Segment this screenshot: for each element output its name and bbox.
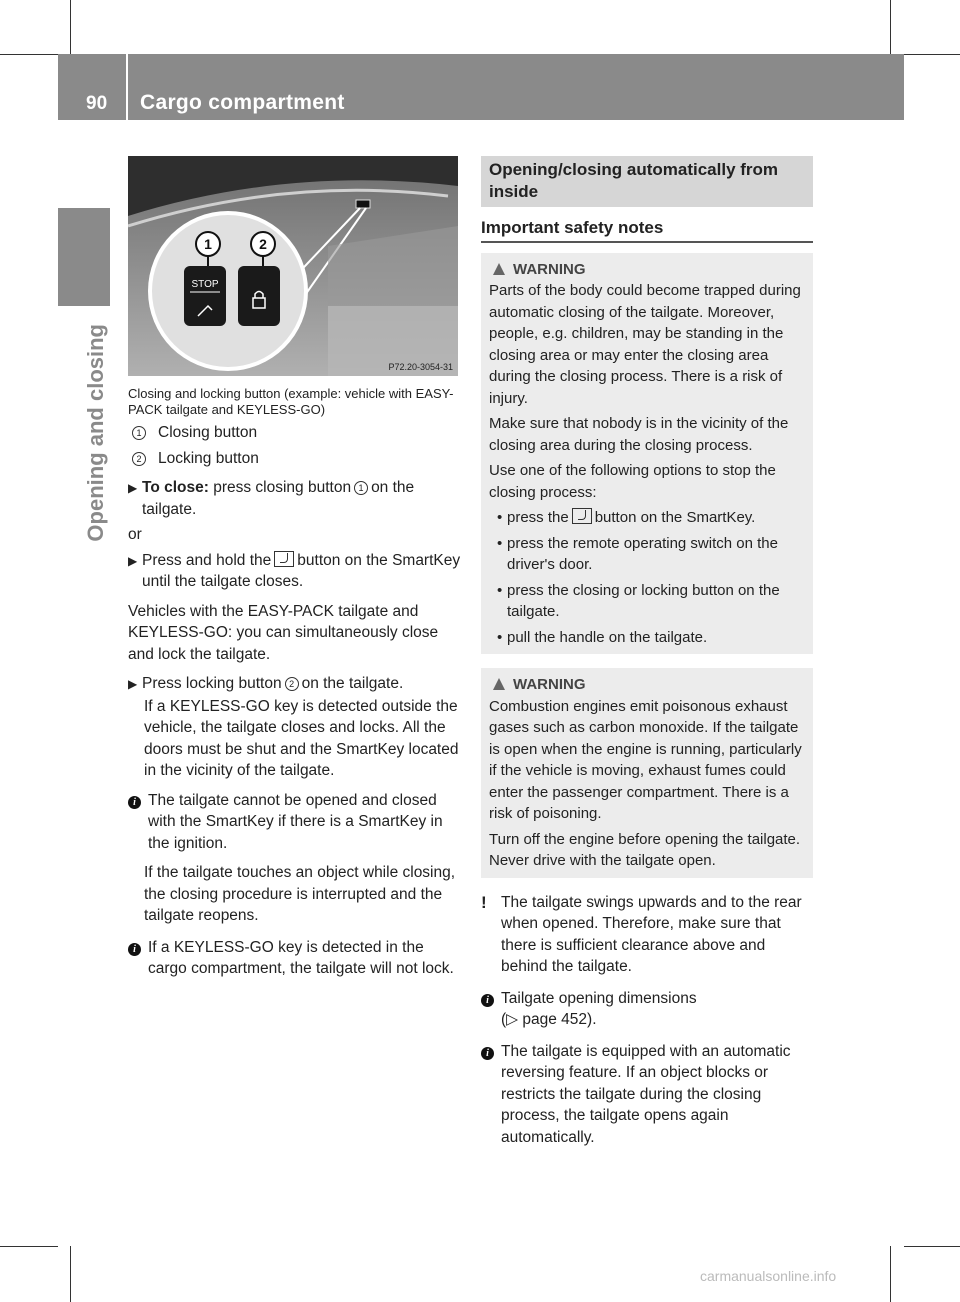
crop-mark — [890, 0, 891, 56]
caution-text: The tailgate swings upwards and to the rear when opened. Therefore, make sure that there is sufficient clearance above and behind the tailgate. — [501, 893, 802, 975]
tailgate-photo — [128, 156, 458, 376]
step-text-a: press closing button — [213, 479, 352, 496]
warning-label: WARNING — [513, 676, 586, 693]
crop-mark — [904, 1246, 960, 1247]
crop-mark — [70, 1246, 71, 1302]
exclamation-icon: ! — [481, 892, 487, 912]
callout-1: 1 — [204, 236, 212, 252]
warning-icon — [493, 263, 505, 275]
info-icon: i — [481, 1047, 494, 1060]
right-column — [481, 156, 813, 1148]
step-arrow-icon: ▶ — [128, 677, 138, 691]
warning-label: WARNING — [513, 260, 586, 278]
step — [128, 550, 462, 593]
warning-text: Make sure that nobody is in the vicinity of the closing area during the closing process. — [489, 415, 789, 454]
info-text-continued: If the tailgate touches an object while closing, the closing procedure is interrupted and the tailgate reopens. — [144, 864, 456, 924]
crop-mark — [0, 54, 58, 55]
legend-item — [128, 422, 462, 444]
warning-text: Turn off the engine before opening the tailgate. Never drive with the tailgate open. — [489, 830, 801, 869]
info-note — [128, 937, 462, 980]
step-text-b: button on the SmartKey until the tailgate closes. — [142, 551, 461, 590]
step — [128, 673, 462, 696]
step-arrow-icon: ▶ — [128, 553, 138, 568]
step-text — [142, 550, 462, 593]
step-text-b: on the tailgate. — [301, 675, 404, 692]
warning-icon — [493, 678, 505, 690]
callout-number: 2 — [132, 452, 146, 466]
bullet-text: press the closing or locking button on the tailgate. — [507, 581, 780, 620]
callout-number: 2 — [285, 677, 299, 691]
callout-number: 1 — [132, 426, 146, 440]
tailgate-key-icon — [572, 508, 592, 524]
info-note — [128, 790, 462, 855]
tailgate-illustration — [128, 156, 458, 376]
step — [128, 477, 462, 520]
side-tab-label: Opening and closing — [83, 324, 108, 542]
page-reference[interactable]: (▷ page 452). — [501, 1011, 597, 1028]
image-caption: Closing and locking button (example: vehicle with EASY-PACK tailgate and KEYLESS-GO) — [128, 386, 454, 417]
watermark: carmanualsonline.info — [700, 1268, 837, 1284]
info-note — [481, 988, 813, 1031]
info-text: The tailgate is equipped with an automatic reversing feature. If an object blocks or restricts the tailgate during the closing process, the tailgate opens again automatically. — [501, 1042, 791, 1146]
warning-text: Combustion engines emit poisonous exhaust gases such as carbon monoxide. If the tailgate is open when the engine is running, particularly if the vehicle is moving, exhaust fumes could enter the passenger compartment. There is a risk of poisoning. — [489, 697, 802, 822]
step-text — [142, 673, 403, 695]
caution-note — [481, 892, 813, 978]
callout-2: 2 — [259, 236, 267, 252]
stop-label: STOP — [191, 279, 219, 290]
legend-item — [128, 448, 462, 470]
bullet-item: • press the button on the SmartKey. — [497, 509, 756, 526]
info-text: Tailgate opening dimensions — [501, 989, 697, 1007]
step-text-a: Press locking button — [142, 675, 282, 692]
step-text-a: Press and hold the — [142, 551, 272, 569]
bullet-text-b: button on the SmartKey. — [594, 509, 756, 526]
info-icon: i — [481, 994, 494, 1007]
step-text-b: on the tailgate. — [142, 479, 415, 518]
bullet-text: pull the handle on the tailgate. — [507, 628, 708, 646]
step-arrow-icon: ▶ — [128, 481, 138, 495]
bullet-item: • press the remote operating switch on the driver's door. — [489, 533, 805, 576]
info-icon: i — [128, 796, 141, 809]
subheading: Important safety notes — [481, 217, 813, 243]
header-separator — [126, 54, 128, 120]
info-text: The tailgate cannot be opened and closed with the SmartKey if there is a SmartKey in the ignition. — [148, 791, 443, 852]
left-column — [128, 156, 462, 980]
side-tab — [58, 208, 110, 306]
crop-mark — [70, 0, 71, 56]
step-label: To close: — [142, 479, 209, 496]
step-text — [142, 477, 462, 520]
crop-mark — [904, 54, 960, 55]
section-title: Opening/closing automatically from inside — [481, 156, 813, 207]
bullet-text-a: press the — [507, 509, 569, 526]
crop-mark — [0, 1246, 58, 1247]
legend-text: Locking button — [158, 449, 259, 467]
bullet-text: press the remote operating switch on the driver's door. — [507, 534, 778, 573]
tailgate-key-icon — [274, 551, 294, 567]
image-code: P72.20-3054-31 — [388, 362, 453, 372]
paragraph: Vehicles with the EASY-PACK tailgate and KEYLESS-GO: you can simultaneously close and lock the tailgate. — [128, 602, 439, 663]
warning-text: Parts of the body could become trapped during automatic closing of the tailgate. Moreover, people, e.g. children, may be standing in the closing area or may enter the closing area during the closing process. There is a risk of injury. — [489, 282, 801, 407]
warning-box — [481, 668, 813, 878]
info-text: If a KEYLESS-GO key is detected in the cargo compartment, the tailgate will not lock. — [148, 938, 454, 977]
page-number: 90 — [86, 93, 108, 114]
warning-text: Use one of the following options to stop the closing process: — [489, 462, 776, 501]
callout-number: 1 — [354, 481, 368, 495]
warning-box — [481, 253, 813, 655]
legend-text: Closing button — [158, 424, 258, 441]
info-icon: i — [128, 943, 141, 956]
info-note — [481, 1041, 813, 1149]
crop-mark — [890, 1246, 891, 1302]
page-title: Cargo compartment — [140, 91, 345, 114]
bullet-item: • pull the handle on the tailgate. — [489, 627, 805, 649]
bullet-item: • press the closing or locking button on the tailgate. — [489, 580, 805, 623]
or-text: or — [128, 526, 142, 543]
step-detail: If a KEYLESS-GO key is detected outside the vehicle, the tailgate closes and locks. All the doors must be shut and the SmartKey located in the vicinity of the tailgate. — [144, 697, 459, 779]
